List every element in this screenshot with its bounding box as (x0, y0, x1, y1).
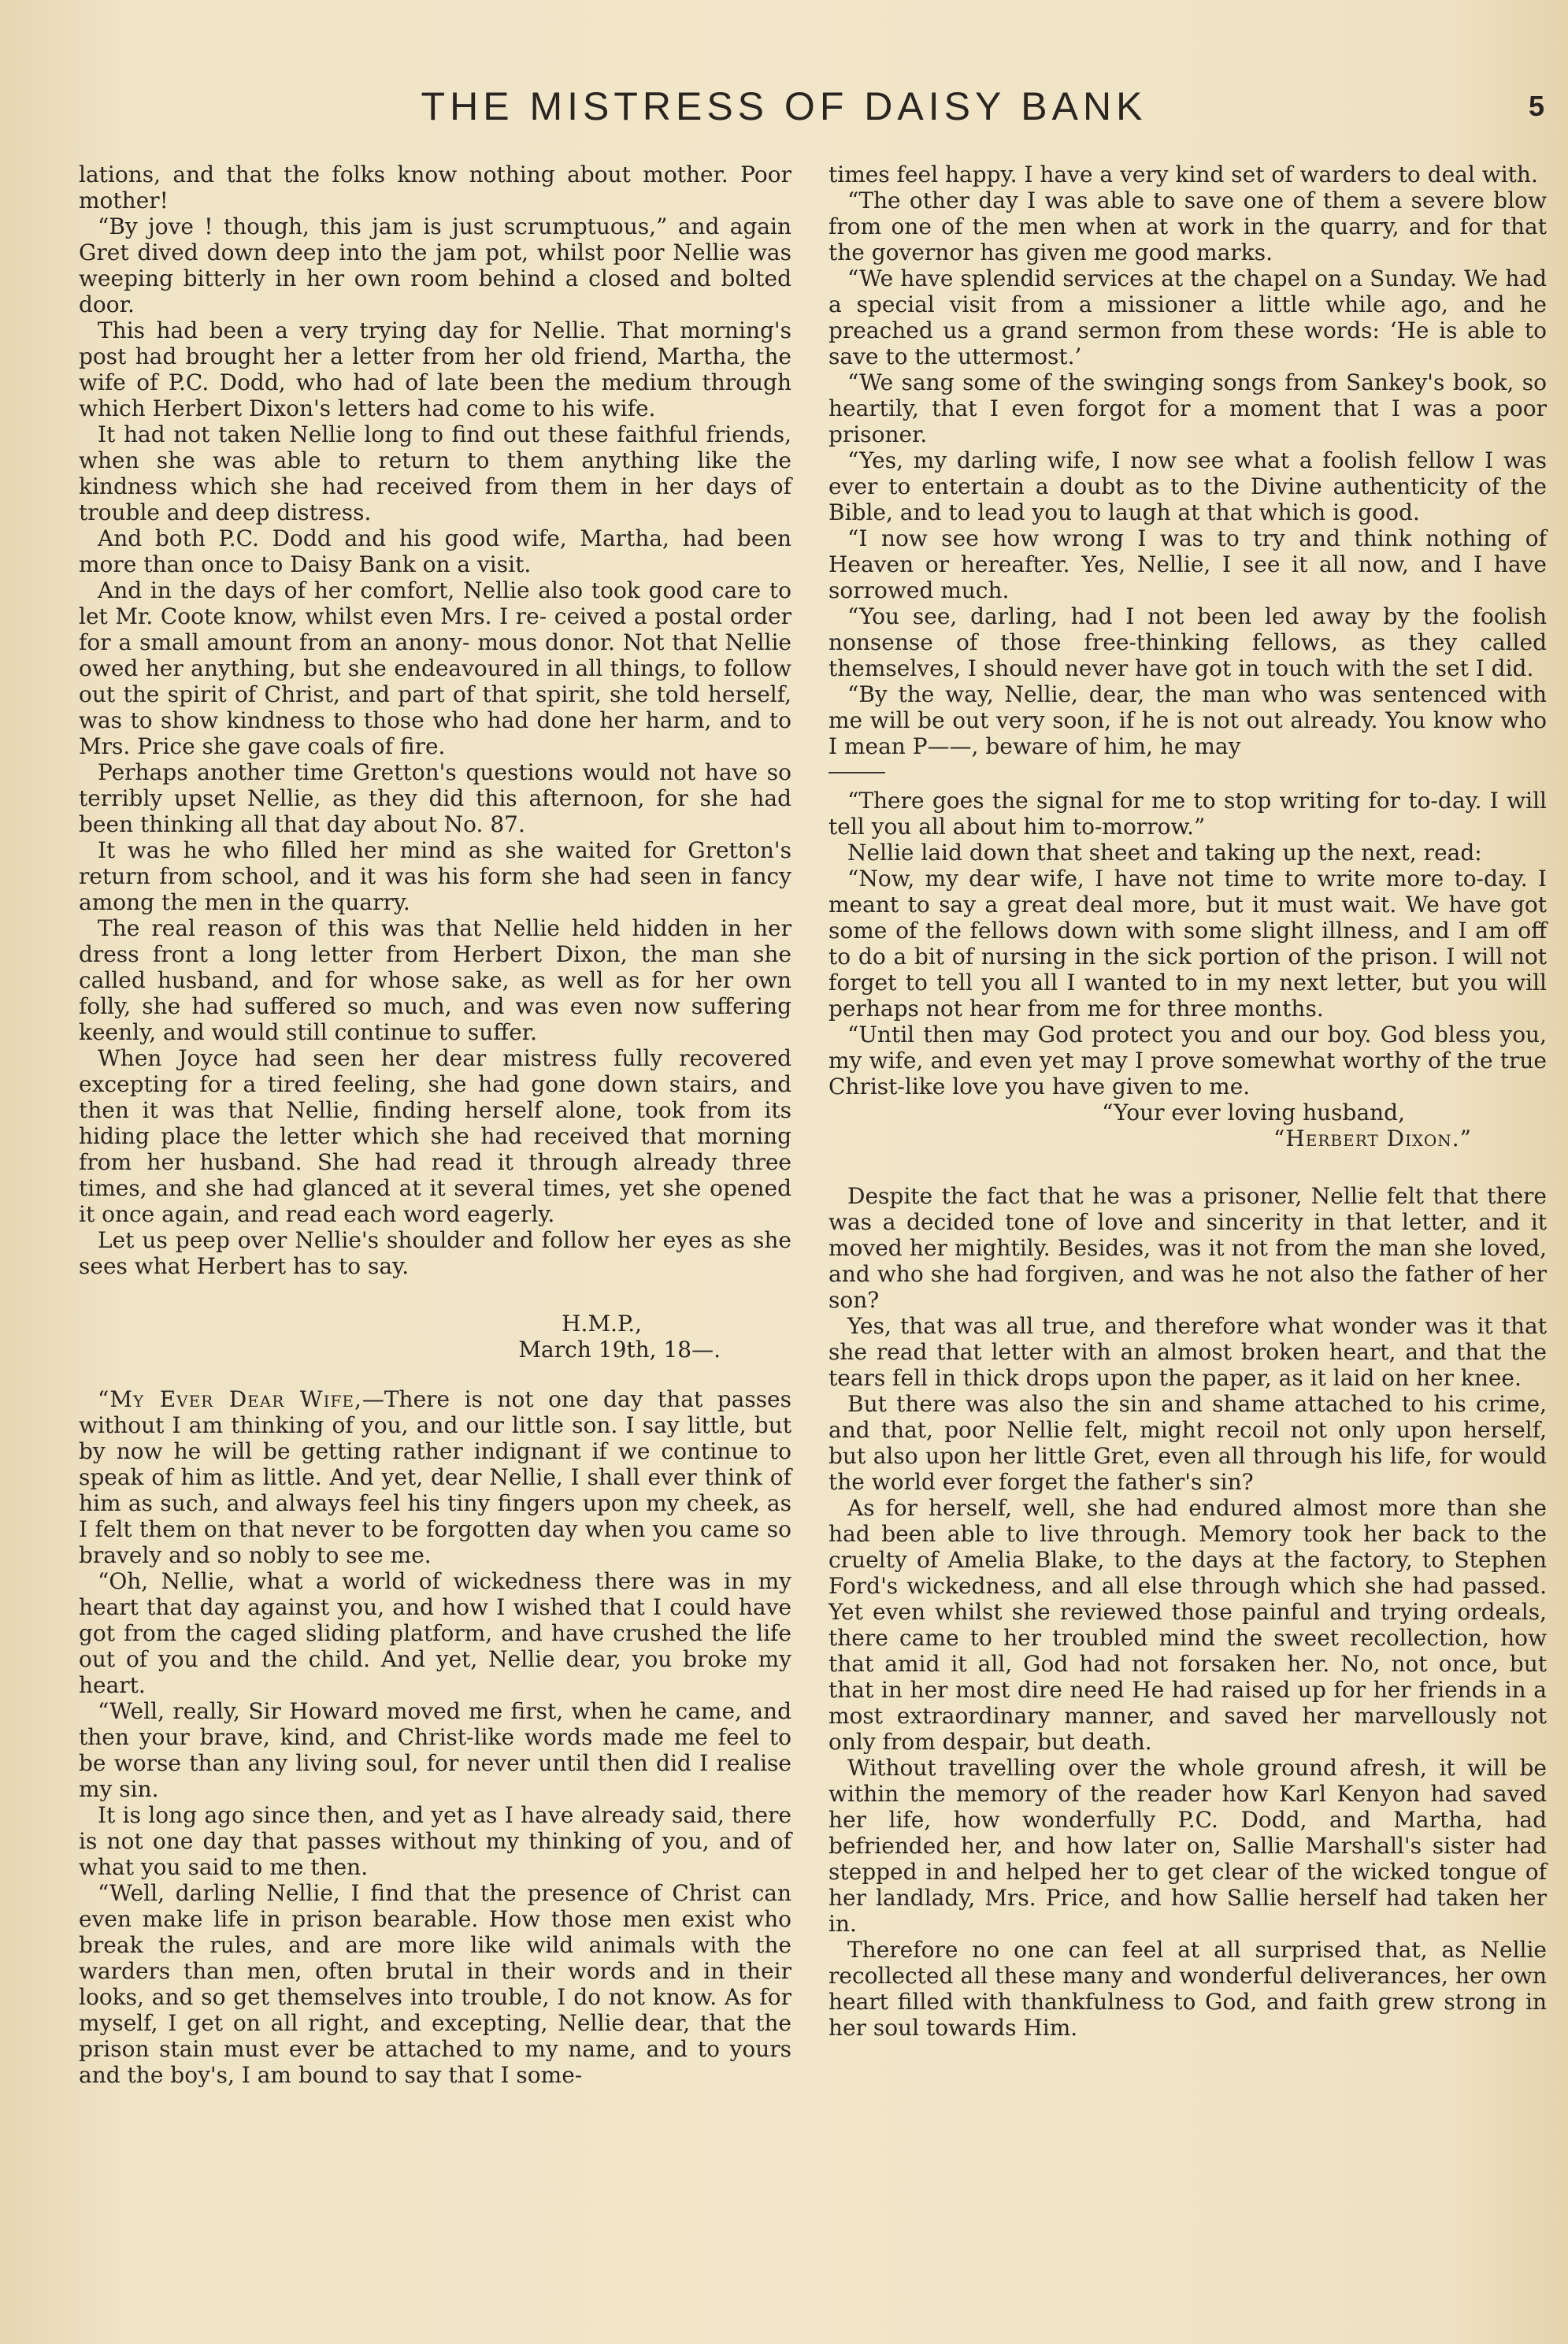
letter-signoff: “Your ever loving husband, (1102, 1100, 1405, 1126)
paragraph: “Until then may God protect you and our boy. God bless you, my wife, and even yet may I prove somewhat worthy of the true Christ-like love you have given to me. (828, 1022, 1547, 1100)
paragraph: times feel happy. I have a very kind set of warders to deal with. (828, 161, 1538, 187)
running-title: THE MISTRESS OF DAISY BANK (421, 84, 1147, 128)
paragraph: Let us peep over Nellie's shoulder and follow her eyes as she sees what Herbert has to say. (79, 1227, 791, 1279)
paragraph: “You see, darling, had I not been led away by the foolish nonsense of those free-thinking fellows, as they called themselves, I should never have got in touch with the set I did. (828, 603, 1547, 681)
paragraph: The real reason of this was that Nellie held hidden in her dress front a long letter from Herbert Dixon, the man she called husband, and for whose sake, as well as for her own folly, she had suffered so much, and was even now suffering keenly, and would still continue to suffer. (79, 915, 791, 1045)
letter-signature: “Herbert Dixon.” (1273, 1126, 1472, 1152)
paragraph: “Now, my dear wife, I have not time to write more to-day. I meant to say a great deal more, but it must wait. We have got some of the fellows down with some slight illness, and I am off to do a bit of nursing in the sick portion of the prison. I will not forget to tell you all I wanted to in my next letter, but you will perhaps not hear from me for three months. (828, 866, 1547, 1022)
paragraph: Without travelling over the whole ground afresh, it will be within the memory of the reader how Karl Kenyon had saved her life, how wonderfully P.C. Dodd, and Martha, had befriended her, and how later on, Sallie Marshall's sister had stepped in and helped her to get clear of the wicked tongue of her landlady, Mrs. Price, and how Sallie herself had taken her in. (828, 1755, 1547, 1937)
page-header (0, 79, 1568, 134)
paragraph: And in the days of her comfort, Nellie also took good care to let Mr. Coote know, whilst even Mrs. I re- ceived a postal order for a small amount from an anony- mous donor. Not that Nellie owed her anything, but she endeavoured in all things, to follow out the spirit of Christ, and part of that spirit, she told herself, was to show kindness to those who had done her harm, and to Mrs. Price she gave coals of fire. (79, 577, 791, 759)
letter-salutation: “My Ever Dear Wife, (98, 1386, 362, 1412)
paragraph: “By jove ! though, this jam is just scrumptuous,” and again Gret dived down deep into the jam pot, whilst poor Nellie was weeping bitterly in her own room behind a closed and bolted door. (79, 213, 791, 317)
paragraph: But there was also the sin and shame attached to his crime, and that, poor Nellie felt, might recoil not only upon herself, but also upon her little Gret, even all through his life, for would the world ever forget the father's sin? (828, 1391, 1547, 1495)
page-number: 5 (1528, 90, 1544, 122)
paragraph: Perhaps another time Gretton's questions would not have so terribly upset Nellie, as they did this afternoon, for she had been thinking all that day about No. 87. (79, 759, 791, 837)
paragraph: “By the way, Nellie, dear, the man who was sentenced with me will be out very soon, if he is not out already. You know who I mean P——, beware of him, he may (828, 681, 1547, 759)
left-column (79, 161, 791, 2088)
paragraph: Therefore no one can feel at all surprised that, as Nellie recollected all these many and wonderful deliverances, her own heart filled with thankfulness to God, and faith grew strong in her soul towards Him. (828, 1937, 1547, 2041)
paragraph: It had not taken Nellie long to find out these faithful friends, when she was able to return to them anything like the kindness which she had received from them in her days of trouble and deep distress. (79, 421, 791, 525)
paragraph: “Oh, Nellie, what a world of wickedness there was in my heart that day against you, and how I wished that I could have got from the caged sliding platform, and have crushed the life out of you and the child. And yet, Nellie dear, you broke my heart. (79, 1568, 791, 1698)
letter-opening (79, 1386, 791, 1568)
right-column (828, 161, 1547, 2041)
paragraph: “Yes, my darling wife, I now see what a foolish fellow I was ever to entertain a doubt as to the Divine authenticity of the Bible, and to lead you to laugh at that which is good. (828, 447, 1547, 525)
paragraph: Despite the fact that he was a prisoner, Nellie felt that there was a decided tone of love and sincerity in that letter, and it moved her mightily. Besides, was it not from the man she loved, and who she had forgiven, and was he not also the father of her son? (828, 1183, 1547, 1313)
paragraph: “We sang some of the swinging songs from Sankey's book, so heartily, that I even forgot for a moment that I was a poor prisoner. (828, 369, 1547, 447)
paragraph: When Joyce had seen her dear mistress fully recovered excepting for a tired feeling, she had gone down stairs, and then it was that Nellie, finding herself alone, took from its hiding place the letter which she had received that morning from her husband. She had read it through already three times, and she had glanced at it several times, yet she opened it once again, and read each word eagerly. (79, 1045, 791, 1227)
paragraph: As for herself, well, she had endured almost more than she had been able to live through. Memory took her back to the cruelty of Amelia Blake, to the days at the factory, to Stephen Ford's wickedness, and all else through which she had passed. Yet even whilst she reviewed those painful and trying ordeals, there came to her troubled mind the sweet recollection, how that amid it all, God had not forsaken her. No, not once, but that in her most dire need He had raised up for her friends in a most extraordinary manner, and saved her marvellously not only from despair, but death. (828, 1495, 1547, 1755)
paragraph: “Well, really, Sir Howard moved me first, when he came, and then your brave, kind, and Christ-like words made me feel to be worse than any living soul, for never until then did I realise my sin. (79, 1698, 791, 1802)
paragraph: Nellie laid down that sheet and taking up the next, read: (847, 840, 1482, 866)
paragraph: “I now see how wrong I was to try and think nothing of Heaven or hereafter. Yes, Nellie, I see it all now, and I have sorrowed much. (828, 525, 1547, 603)
paragraph: Yes, that was all true, and therefore what wonder was it that she read that letter with an almost broken heart, and that the tears fell in thick drops upon the paper, as it laid on her knee. (828, 1313, 1547, 1391)
letter-opening-text: —There is not one day that passes without I am thinking of you, and our little son. I say little, but by now he will be getting rather indignant if we continue to speak of him as little. And yet, dear Nellie, I shall ever think of him as such, and always feel his tiny fingers upon my cheek, as I felt them on that never to be forgotten day when you came so bravely and so nobly to see me. (79, 1386, 791, 1568)
paragraph: “The other day I was able to save one of them a severe blow from one of the men when at work in the quarry, and for that the governor has given me good marks. (828, 187, 1547, 265)
section-rule (828, 772, 885, 773)
paragraph: “We have splendid services at the chapel on a Sunday. We had a special visit from a missioner a little while ago, and he preached us a grand sermon from these words: ‘He is able to save to the uttermost.’ (828, 265, 1547, 369)
letter-date: March 19th, 18—. (518, 1337, 721, 1363)
paragraph: And both P.C. Dodd and his good wife, Martha, had been more than once to Daisy Bank on a visit. (79, 525, 791, 577)
paragraph: “Well, darling Nellie, I find that the presence of Christ can even make life in prison bearable. How those men exist who break the rules, and are more like wild animals with the warders than men, often brutal in their words and in their looks, and so get themselves into trouble, I do not know. As for myself, I get on all right, and excepting, Nellie dear, that the prison stain must ever be attached to my name, and to yours and the boy's, I am bound to say that I some- (79, 1880, 791, 2088)
paragraph: It is long ago since then, and yet as I have already said, there is not one day that passes without my thinking of you, and of what you said to me then. (79, 1802, 791, 1880)
letter-place: H.M.P., (562, 1311, 642, 1337)
paragraph: It was he who filled her mind as she waited for Gretton's return from school, and it was his form she had seen in fancy among the men in the quarry. (79, 837, 791, 915)
paragraph: “There goes the signal for me to stop writing for to-day. I will tell you all about him to-morrow.” (828, 788, 1547, 840)
paragraph: This had been a very trying day for Nellie. That morning's post had brought her a letter from her old friend, Martha, the wife of P.C. Dodd, who had of late been the medium through which Herbert Dixon's letters had come to his wife. (79, 317, 791, 421)
paragraph: lations, and that the folks know nothing about mother. Poor mother! (79, 161, 791, 213)
